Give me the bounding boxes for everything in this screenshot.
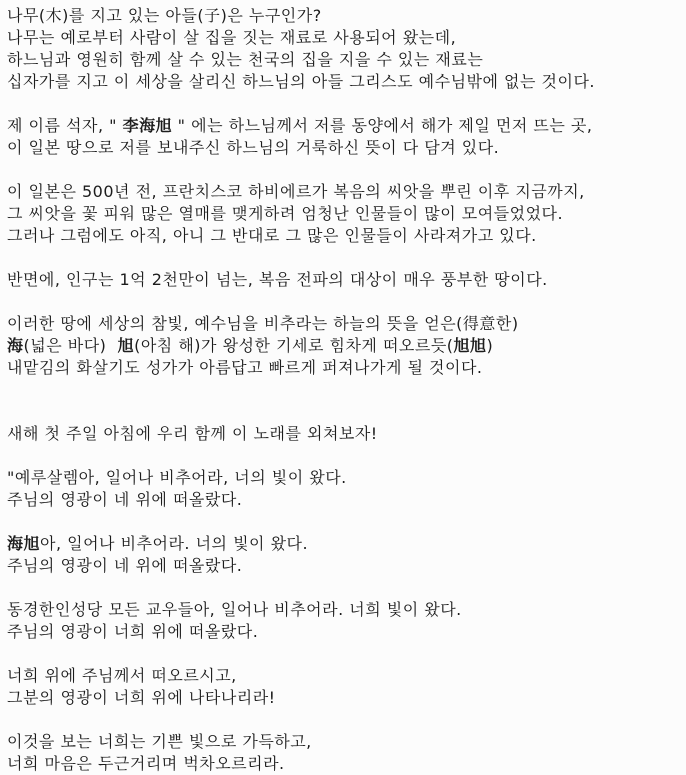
paragraph <box>7 181 682 247</box>
body-text: 그분의 영광이 너희 위에 나타나리라! <box>7 688 276 707</box>
body-text: 너희 마음은 두근거리며 벅차오르리라. <box>7 754 285 773</box>
text-line <box>7 423 682 445</box>
body-text: "예루살렘아, 일어나 비추어라, 너의 빛이 왔다. <box>7 468 347 487</box>
text-line <box>7 665 682 687</box>
text-line <box>7 599 682 621</box>
paragraph <box>7 269 682 291</box>
text-line <box>7 225 682 247</box>
paragraph <box>7 533 682 577</box>
paragraph <box>7 313 682 379</box>
text-line <box>7 731 682 753</box>
text-line <box>7 357 682 379</box>
body-text: ) <box>486 336 494 355</box>
text-line <box>7 335 682 357</box>
text-line <box>7 489 682 511</box>
paragraph <box>7 467 682 511</box>
text-line <box>7 533 682 555</box>
body-text: 십자가를 지고 이 세상을 살리신 하느님의 아들 그리스도 예수님밖에 없는 것이다. <box>7 72 595 91</box>
text-line <box>7 27 682 49</box>
body-text: 이것을 보는 너희는 기쁜 빛으로 가득하고, <box>7 732 312 751</box>
body-text: 반면에, 인구는 1억 2천만이 넘는, 복음 전파의 대상이 매우 풍부한 땅이다. <box>7 270 548 289</box>
hanja-bold-text: 旭 <box>117 336 135 355</box>
body-text: 주님의 영광이 네 위에 떠올랐다. <box>7 556 243 575</box>
body-text: (아침 해)가 왕성한 기세로 힘차게 떠오르듯( <box>134 336 454 355</box>
body-text: (넓은 바다) <box>23 336 118 355</box>
body-text: 이 일본은 500년 전, 프란치스코 하비에르가 복음의 씨앗을 뿌린 이후 지금까지, <box>7 182 585 201</box>
body-text: 그러나 그럼에도 아직, 아니 그 반대로 그 많은 인물들이 사라져가고 있다. <box>7 226 537 245</box>
text-line <box>7 203 682 225</box>
body-text: 너희 위에 주님께서 떠오르시고, <box>7 666 237 685</box>
paragraph <box>7 665 682 709</box>
body-text: 이 일본 땅으로 저를 보내주신 하느님의 거룩하신 뜻이 다 담겨 있다. <box>7 138 500 157</box>
text-line <box>7 555 682 577</box>
paragraph <box>7 599 682 643</box>
text-line <box>7 269 682 291</box>
text-line <box>7 71 682 93</box>
hanja-bold-text: 李海旭 <box>122 116 173 135</box>
paragraph <box>7 5 682 93</box>
body-text: 그 씨앗을 꽃 피워 많은 열매를 맺게하려 엄청난 인물들이 많이 모여들었었다. <box>7 204 564 223</box>
text-line <box>7 49 682 71</box>
body-text: 내맡김의 화살기도 성가가 아름답고 빠르게 퍼져나가게 될 것이다. <box>7 358 483 377</box>
text-line <box>7 753 682 775</box>
text-line <box>7 621 682 643</box>
text-line <box>7 5 682 27</box>
text-line <box>7 313 682 335</box>
body-text: 나무는 예로부터 사람이 살 집을 짓는 재료로 사용되어 왔는데, <box>7 28 457 47</box>
body-text: 아, 일어나 비추어라. 너의 빛이 왔다. <box>40 534 309 553</box>
hanja-bold-text: 海旭 <box>7 534 41 553</box>
body-text: 나무(木)를 지고 있는 아들(子)은 누구인가? <box>7 6 322 25</box>
text-line <box>7 687 682 709</box>
text-content <box>7 5 682 775</box>
body-text: 주님의 영광이 너희 위에 떠올랐다. <box>7 622 259 641</box>
text-line <box>7 115 682 137</box>
body-text: " 에는 하느님께서 저를 동양에서 해가 제일 먼저 뜨는 곳, <box>172 116 593 135</box>
body-text: 새해 첫 주일 아침에 우리 함께 이 노래를 외쳐보자! <box>7 424 378 443</box>
paragraph <box>7 423 682 445</box>
text-line <box>7 181 682 203</box>
hanja-bold-text: 海 <box>7 336 24 355</box>
body-text: 주님의 영광이 네 위에 떠올랐다. <box>7 490 243 509</box>
hanja-bold-text: 旭旭 <box>453 336 487 355</box>
text-line <box>7 467 682 489</box>
paragraph <box>7 115 682 159</box>
body-text: 이러한 땅에 세상의 참빛, 예수님을 비추라는 하늘의 뜻을 얻은(得意한) <box>7 314 519 333</box>
paragraph <box>7 731 682 775</box>
body-text: 동경한인성당 모든 교우들아, 일어나 비추어라. 너희 빛이 왔다. <box>7 600 462 619</box>
text-line <box>7 137 682 159</box>
body-text: 제 이름 석자, " <box>7 116 123 135</box>
body-text: 하느님과 영원히 함께 살 수 있는 천국의 집을 지을 수 있는 재료는 <box>7 50 484 69</box>
